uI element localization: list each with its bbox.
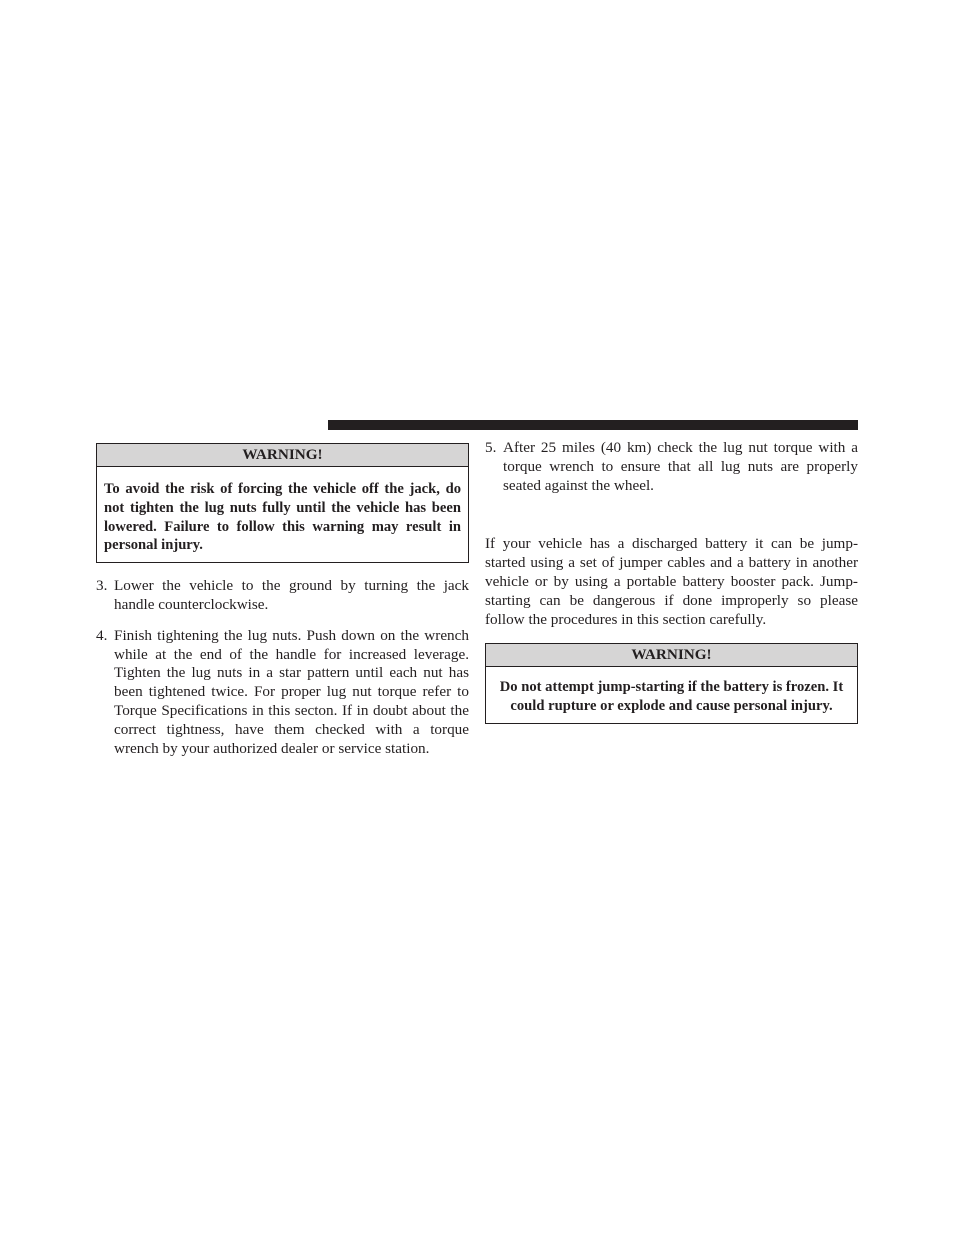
warning-box-jack xyxy=(96,443,469,563)
step-number: 5. xyxy=(485,439,497,456)
warning-text: To avoid the risk of forcing the vehicle off the jack, do not tighten the lug nuts fully until the vehicle has been lowered. Failure to follow this warning may result in personal injury. xyxy=(104,481,461,554)
warning-title: WARNING! xyxy=(486,644,857,667)
list-item-step-3 xyxy=(96,577,469,615)
warning-text: Do not attempt jump-starting if the battery is frozen. It could rupture or explode and cause personal injury. xyxy=(499,679,844,715)
step-text: Finish tightening the lug nuts. Push down on the wrench while at the end of the handle for increased leverage. Tighten the lug nuts in a star pattern until each nut has been tightened twice. For proper lug nut torque refer to Torque Specifications in this secton. If in doubt about the correct tightness, have them checked with a torque wrench by your authorized dealer or service station. xyxy=(114,626,469,757)
left-column xyxy=(96,443,469,758)
jump-start-paragraph: If your vehicle has a discharged battery it can be jump-started using a set of jumper cables and a battery in another vehicle or by using a portable battery booster pack. Jump-starting can be dangerous if done improperly so please follow the procedures in this section carefully. xyxy=(485,535,858,628)
warning-title: WARNING! xyxy=(97,444,468,467)
list-item-step-4 xyxy=(96,627,469,759)
section-header-bar xyxy=(328,420,858,430)
step-text: After 25 miles (40 km) check the lug nut torque with a torque wrench to ensure that all lug nuts are properly seated against the wheel. xyxy=(503,439,858,494)
right-column xyxy=(485,439,858,724)
step-number: 3. xyxy=(96,577,108,595)
list-item-step-5 xyxy=(485,439,858,495)
step-text: Lower the vehicle to the ground by turning the jack handle counterclockwise. xyxy=(114,577,469,613)
warning-box-battery xyxy=(485,643,858,724)
step-number: 4. xyxy=(96,626,108,644)
